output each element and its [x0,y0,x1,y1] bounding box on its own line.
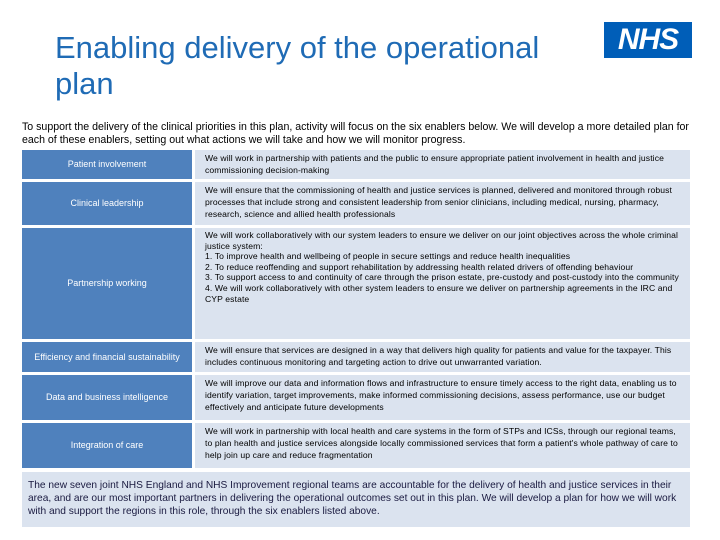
enabler-description: We will work in partnership with patients and the public to ensure appropriate patient involvement in health and justice commissioning decision-making [195,147,690,179]
enabler-label: Partnership working [22,225,195,339]
enabler-label: Integration of care [22,420,195,468]
enabler-row-data-intelligence [22,372,690,420]
enabler-description: We will improve our data and information flows and infrastructure to ensure timely access to the right data, enabling us to identify variation, target improvements, make informed commissioning decisions, assess performance, use our budget effectively and anticipate future developments [195,372,690,420]
enabler-row-efficiency [22,339,690,372]
enabler-row-partnership-working [22,225,690,339]
footer-note: The new seven joint NHS England and NHS Improvement regional teams are accountable for the delivery of health and justice services in their area, and are our most important partners in delivering the operational outcomes set out in this plan. We will develop a plan for how we will work with and support the regions in this role, through the six enablers listed above. [22,468,690,527]
intro-text: To support the delivery of the clinical priorities in this plan, activity will focus on the six enablers below. We will develop a more detailed plan for each of these enablers, setting out what actions we will take and how we will monitor progress. [22,121,689,146]
enabler-label: Clinical leadership [22,179,195,225]
enabler-description: We will ensure that services are designed in a way that delivers high quality for patients and value for the taxpayer. This includes continuous monitoring and targeting action to drive out unwarranted variation. [195,339,690,372]
enabler-label: Patient involvement [22,147,195,179]
enabler-description: We will work collaboratively with our system leaders to ensure we deliver on our joint objectives across the whole criminal justice system: 1. To improve health and wellbeing of people in secure settings and reduce health inequalities 2. To reduce reoffending and support rehabilitation by addressing health related drivers of offending behaviour 3. To support access to and continuity of care through the prison estate, pre-custody and post-custody into the community 4. We will work collaboratively with other system leaders to ensure we deliver on partnership agreements in the IRC and CYP estate [195,225,690,339]
enabler-row-clinical-leadership [22,179,690,225]
page-title: Enabling delivery of the operational plan [55,30,540,101]
enabler-label: Efficiency and financial sustainability [22,339,195,372]
enabler-label: Data and business intelligence [22,372,195,420]
nhs-logo: NHS [604,22,692,58]
enabler-row-patient-involvement [22,147,690,179]
enabler-description: We will work in partnership with local health and care systems in the form of STPs and ICSs, through our regional teams, to plan health and justice services alongside locally commissioned services that form a patient's whole pathway of care to help join up care and reduce fragmentation [195,420,690,468]
enabler-row-integration-of-care [22,420,690,468]
enablers-table [22,147,690,468]
enabler-description: We will ensure that the commissioning of health and justice services is planned, delivered and monitored through robust processes that include strong and consistent leadership from senior clinicians, including medical, nursing, pharmacy, research, science and allied health professionals [195,179,690,225]
